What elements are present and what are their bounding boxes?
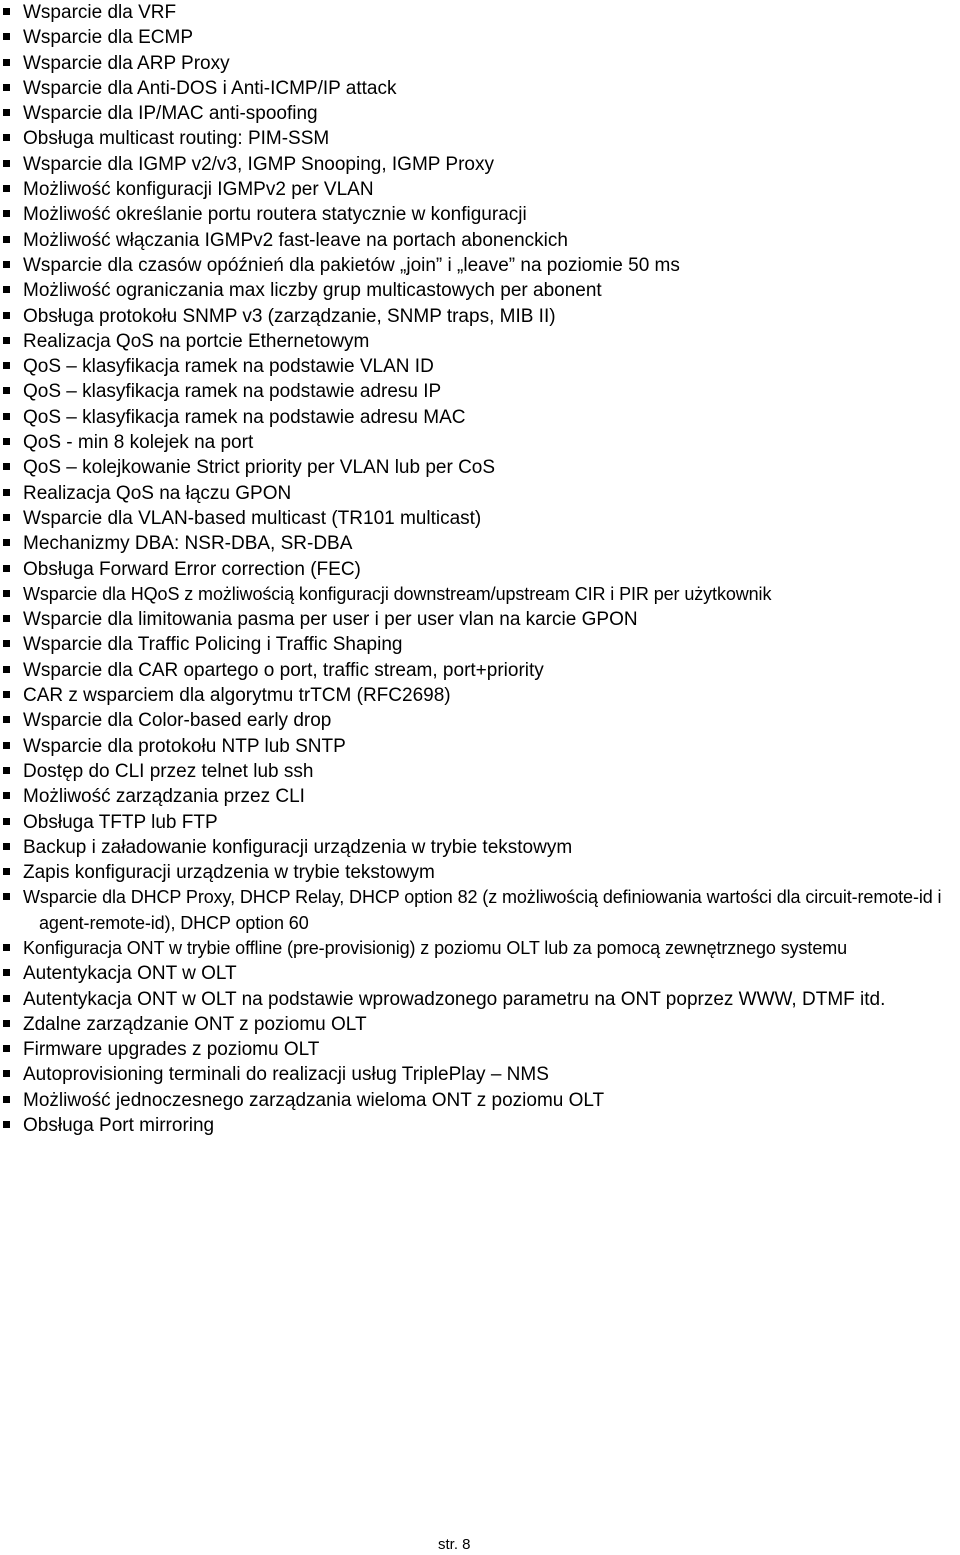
square-bullet-icon	[3, 792, 10, 799]
list-item	[0, 304, 960, 329]
square-bullet-icon	[3, 1121, 10, 1128]
list-item-text: Wsparcie dla VRF	[23, 2, 177, 23]
square-bullet-icon	[3, 489, 10, 496]
list-item	[0, 987, 960, 1012]
square-bullet-icon	[3, 716, 10, 723]
list-item	[0, 25, 960, 50]
square-bullet-icon	[3, 1096, 10, 1103]
list-item	[0, 1037, 960, 1062]
list-item	[0, 683, 960, 708]
list-item-text: Dostęp do CLI przez telnet lub ssh	[23, 760, 314, 782]
list-item-text: Obsługa multicast routing: PIM-SSM	[23, 128, 330, 150]
list-item-text: CAR z wsparciem dla algorytmu trTCM (RFC2698)	[23, 685, 451, 707]
square-bullet-icon	[3, 59, 10, 66]
square-bullet-icon	[3, 539, 10, 546]
square-bullet-icon	[3, 185, 10, 192]
list-item-text: Zdalne zarządzanie ONT z poziomu OLT	[23, 1013, 367, 1035]
list-item-text: Możliwość włączania IGMPv2 fast-leave na portach abonenckich	[23, 229, 568, 251]
square-bullet-icon	[3, 666, 10, 673]
list-item	[0, 885, 960, 936]
list-item	[0, 1062, 960, 1087]
list-item	[0, 961, 960, 986]
square-bullet-icon	[3, 463, 10, 470]
list-item	[0, 582, 960, 607]
list-item-text: Realizacja QoS na portcie Ethernetowym	[23, 330, 370, 352]
square-bullet-icon	[3, 944, 10, 951]
list-item	[0, 1113, 960, 1138]
square-bullet-icon	[3, 640, 10, 647]
square-bullet-icon	[3, 691, 10, 698]
list-item-text: Autoprovisioning terminali do realizacji usług TriplePlay – NMS	[23, 1064, 549, 1086]
square-bullet-icon	[3, 286, 10, 293]
list-item	[0, 405, 960, 430]
list-item-text: Możliwość zarządzania przez CLI	[23, 786, 305, 808]
list-item-text: Obsługa Port mirroring	[23, 1115, 215, 1137]
list-item-text: Wsparcie dla IGMP v2/v3, IGMP Snooping, IGMP Proxy	[23, 153, 494, 175]
list-item-text: Wsparcie dla DHCP Proxy, DHCP Relay, DHCP option 82 (z możliwością definiowania wartości dla circuit-remote-id i agent-remote-id), DHCP option 60	[23, 887, 942, 933]
square-bullet-icon	[3, 8, 10, 15]
list-item	[0, 607, 960, 632]
list-item	[0, 708, 960, 733]
list-item	[0, 784, 960, 809]
list-item-text: QoS – klasyfikacja ramek na podstawie adresu MAC	[23, 406, 466, 428]
square-bullet-icon	[3, 337, 10, 344]
list-item	[0, 51, 960, 76]
list-item-text: Obsługa Forward Error correction (FEC)	[23, 558, 361, 580]
square-bullet-icon	[3, 995, 10, 1002]
list-item	[0, 936, 960, 961]
list-item	[0, 810, 960, 835]
square-bullet-icon	[3, 362, 10, 369]
square-bullet-icon	[3, 84, 10, 91]
list-item-text: Wsparcie dla protokołu NTP lub SNTP	[23, 735, 346, 757]
square-bullet-icon	[3, 969, 10, 976]
square-bullet-icon	[3, 160, 10, 167]
list-item-text: Realizacja QoS na łączu GPON	[23, 482, 292, 504]
list-item-text: Wsparcie dla IP/MAC anti-spoofing	[23, 103, 318, 125]
list-item-text: Wsparcie dla Anti-DOS i Anti-ICMP/IP attack	[23, 77, 397, 99]
square-bullet-icon	[3, 438, 10, 445]
list-item	[0, 632, 960, 657]
list-item-text: Możliwość określanie portu routera statycznie w konfiguracji	[23, 204, 527, 226]
square-bullet-icon	[3, 1070, 10, 1077]
list-item-text: Wsparcie dla ECMP	[23, 27, 193, 49]
list-item	[0, 278, 960, 303]
list-item-text: Wsparcie dla HQoS z możliwością konfiguracji downstream/upstream CIR i PIR per użytkownik	[23, 583, 772, 604]
square-bullet-icon	[3, 514, 10, 521]
list-item-text: Wsparcie dla ARP Proxy	[23, 52, 230, 74]
square-bullet-icon	[3, 818, 10, 825]
list-item-text: QoS – kolejkowanie Strict priority per VLAN lub per CoS	[23, 457, 496, 479]
list-item	[0, 759, 960, 784]
square-bullet-icon	[3, 109, 10, 116]
list-item-text: Wsparcie dla Color-based early drop	[23, 710, 332, 732]
square-bullet-icon	[3, 210, 10, 217]
square-bullet-icon	[3, 312, 10, 319]
list-item	[0, 329, 960, 354]
list-item	[0, 0, 960, 25]
list-item	[0, 152, 960, 177]
square-bullet-icon	[3, 261, 10, 268]
list-item	[0, 481, 960, 506]
list-item-text: Autentykacja ONT w OLT na podstawie wprowadzonego parametru na ONT poprzez WWW, DTMF itd.	[23, 988, 886, 1010]
list-item-text: QoS – klasyfikacja ramek na podstawie VLAN ID	[23, 356, 434, 378]
square-bullet-icon	[3, 565, 10, 572]
square-bullet-icon	[3, 1045, 10, 1052]
list-item	[0, 455, 960, 480]
list-item-text: Wsparcie dla limitowania pasma per user i per user vlan na karcie GPON	[23, 609, 638, 631]
list-item	[0, 101, 960, 126]
list-item	[0, 1012, 960, 1037]
list-item	[0, 531, 960, 556]
list-item-text: Możliwość jednoczesnego zarządzania wieloma ONT z poziomu OLT	[23, 1089, 605, 1111]
list-item-text: Backup i załadowanie konfiguracji urządzenia w trybie tekstowym	[23, 836, 573, 858]
list-item-text: Obsługa TFTP lub FTP	[23, 811, 218, 833]
list-item	[0, 430, 960, 455]
list-item-text: Wsparcie dla Traffic Policing i Traffic Shaping	[23, 634, 403, 656]
list-item	[0, 658, 960, 683]
list-item	[0, 228, 960, 253]
square-bullet-icon	[3, 615, 10, 622]
square-bullet-icon	[3, 134, 10, 141]
square-bullet-icon	[3, 33, 10, 40]
list-item	[0, 506, 960, 531]
list-item-text: Obsługa protokołu SNMP v3 (zarządzanie, SNMP traps, MIB II)	[23, 305, 556, 327]
list-item	[0, 354, 960, 379]
square-bullet-icon	[3, 590, 10, 597]
list-item-text: Wsparcie dla VLAN-based multicast (TR101 multicast)	[23, 507, 482, 529]
list-item	[0, 734, 960, 759]
list-item	[0, 835, 960, 860]
list-item-text: Wsparcie dla czasów opóźnień dla pakietów „join” i „leave” na poziomie 50 ms	[23, 254, 680, 276]
list-item	[0, 177, 960, 202]
square-bullet-icon	[3, 868, 10, 875]
list-item-text: Konfiguracja ONT w trybie offline (pre-provisionig) z poziomu OLT lub za pomocą zewnętrznego systemu	[23, 937, 848, 958]
list-item	[0, 860, 960, 885]
square-bullet-icon	[3, 843, 10, 850]
square-bullet-icon	[3, 742, 10, 749]
square-bullet-icon	[3, 387, 10, 394]
list-item	[0, 1088, 960, 1113]
list-item-text: Wsparcie dla CAR opartego o port, traffic stream, port+priority	[23, 659, 544, 681]
list-item-text: Autentykacja ONT w OLT	[23, 963, 237, 985]
list-item-text: Możliwość ograniczania max liczby grup multicastowych per abonent	[23, 280, 602, 302]
list-item	[0, 202, 960, 227]
list-item	[0, 557, 960, 582]
page-number: str. 8	[438, 1536, 471, 1553]
square-bullet-icon	[3, 236, 10, 243]
list-item	[0, 76, 960, 101]
square-bullet-icon	[3, 893, 10, 900]
list-item-text: Zapis konfiguracji urządzenia w trybie tekstowym	[23, 862, 435, 884]
list-item	[0, 126, 960, 151]
list-item-text: QoS - min 8 kolejek na port	[23, 432, 254, 454]
list-item	[0, 253, 960, 278]
square-bullet-icon	[3, 413, 10, 420]
list-item	[0, 379, 960, 404]
list-item-text: QoS – klasyfikacja ramek na podstawie adresu IP	[23, 381, 442, 403]
list-item-text: Możliwość konfiguracji IGMPv2 per VLAN	[23, 179, 374, 201]
list-item-text: Firmware upgrades z poziomu OLT	[23, 1039, 320, 1061]
square-bullet-icon	[3, 767, 10, 774]
list-item-text: Mechanizmy DBA: NSR-DBA, SR-DBA	[23, 533, 353, 555]
square-bullet-icon	[3, 1020, 10, 1027]
